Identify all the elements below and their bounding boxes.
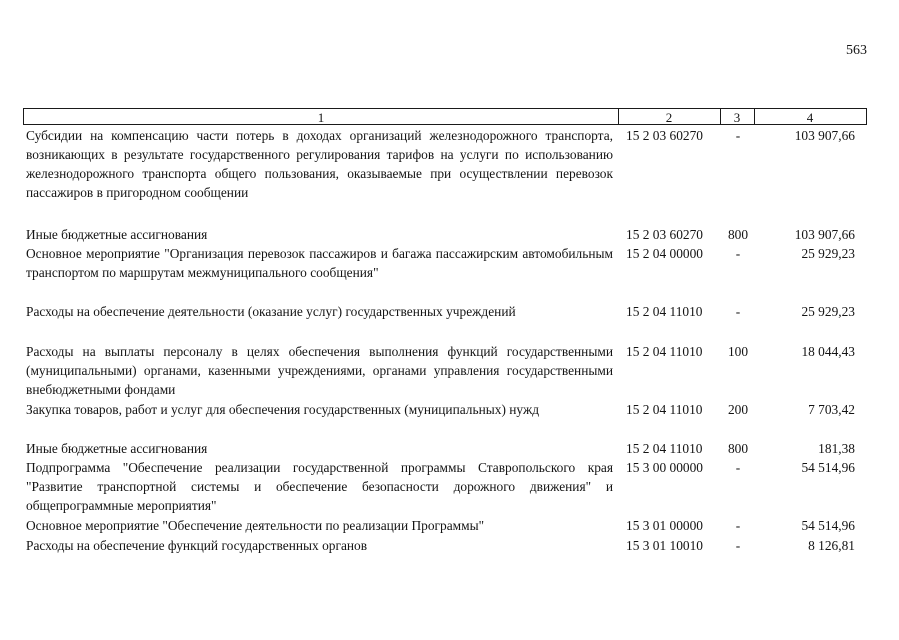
row-code: 15 2 04 11010 [626, 441, 703, 456]
row-expense-type: 800 [727, 441, 749, 456]
row-amount: 7 703,42 [808, 402, 855, 417]
row-expense-type: - [735, 304, 741, 319]
row-expense-type: - [735, 538, 741, 553]
row-code: 15 2 04 11010 [626, 402, 703, 417]
page-number: 563 [846, 43, 867, 58]
row-name: Иные бюджетные ассигнования [26, 441, 208, 456]
row-amount: 25 929,23 [801, 304, 855, 319]
header-col-4: 4 [754, 108, 867, 125]
row-code: 15 3 01 10010 [626, 538, 703, 553]
row-expense-type: - [735, 460, 741, 475]
row-expense-type: 200 [727, 402, 749, 417]
row-code: 15 2 04 00000 [626, 246, 703, 261]
row-expense-type: - [735, 128, 741, 143]
row-amount: 54 514,96 [801, 518, 855, 533]
row-name: Иные бюджетные ассигнования [26, 227, 208, 242]
row-name: Подпрограмма "Обеспечение реализации государственной программы Ставропольского края "Развитие транспортной системы и обеспечение безопасности дорожного движения" и общепрограммные мероприятия" [26, 460, 613, 513]
row-code: 15 2 04 11010 [626, 344, 703, 359]
row-name: Основное мероприятие "Организация перевозок пассажиров и багажа пассажирским автомобильным транспортом по маршрутам межмуниципального сообщения" [26, 246, 613, 280]
row-name: Основное мероприятие "Обеспечение деятельности по реализации Программы" [26, 518, 485, 533]
row-expense-type: 100 [727, 344, 749, 359]
row-name: Закупка товаров, работ и услуг для обеспечения государственных (муниципальных) нужд [26, 402, 540, 417]
row-code: 15 3 00 00000 [626, 460, 703, 475]
row-amount: 54 514,96 [801, 460, 855, 475]
header-col-1: 1 [23, 108, 619, 125]
row-expense-type: - [735, 246, 741, 261]
row-amount: 103 907,66 [794, 128, 855, 143]
row-code: 15 2 03 60270 [626, 227, 703, 242]
row-expense-type: 800 [727, 227, 749, 242]
row-name: Расходы на обеспечение функций государственных органов [26, 538, 368, 553]
row-name: Расходы на обеспечение деятельности (оказание услуг) государственных учреждений [26, 304, 516, 319]
row-amount: 25 929,23 [801, 246, 855, 261]
row-name: Расходы на выплаты персоналу в целях обеспечения выполнения функций государственными (муниципальными) органами, казенными учреждениями, органами управления государственными внебюджетными фондами [26, 344, 613, 397]
row-amount: 181,38 [818, 441, 855, 456]
header-col-2: 2 [618, 108, 721, 125]
row-code: 15 2 04 11010 [626, 304, 703, 319]
row-code: 15 2 03 60270 [626, 128, 703, 143]
row-amount: 103 907,66 [794, 227, 855, 242]
row-amount: 18 044,43 [801, 344, 855, 359]
row-amount: 8 126,81 [808, 538, 855, 553]
row-expense-type: - [735, 518, 741, 533]
row-code: 15 3 01 00000 [626, 518, 703, 533]
header-col-3: 3 [720, 108, 755, 125]
row-name: Субсидии на компенсацию части потерь в доходах организаций железнодорожного транспорта, возникающих в результате государственного регулирования тарифов на услуги по использованию железнодорожного транспорта общего пользования, оказываемые при осуществлении перевозок пассажиров в пригородном сообщении [26, 128, 613, 200]
